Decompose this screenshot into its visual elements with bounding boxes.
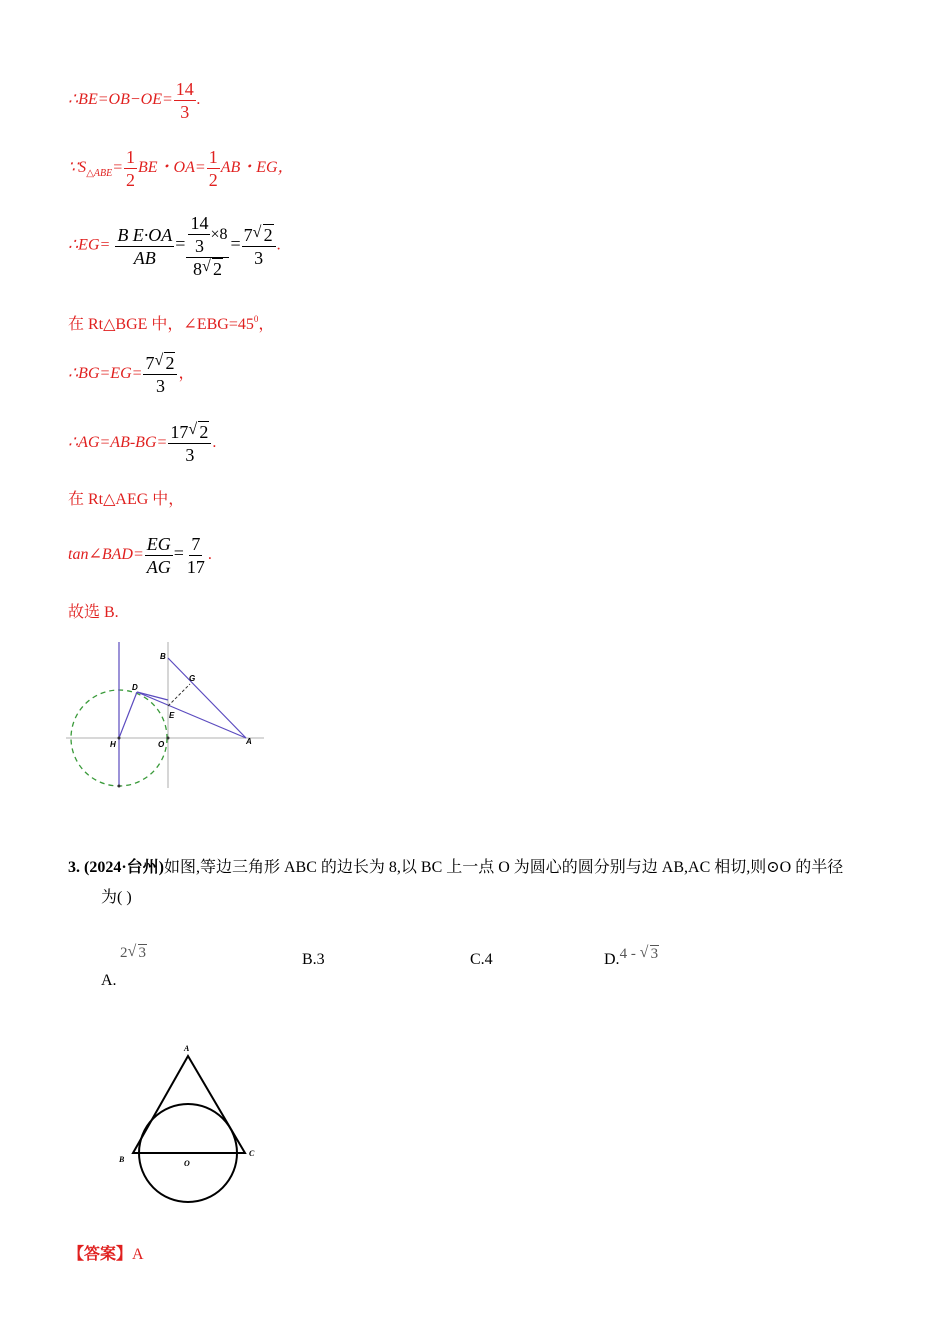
segment-ba [168, 658, 246, 738]
segment-da [137, 692, 246, 738]
figure-coordinate-diagram [66, 640, 266, 790]
answer-tag: 【答案】 [68, 1246, 133, 1263]
solution-line-area: $\because S_{\triangle ABE}=$ $\frac{1}{2}$ BE・OA= $\frac{1}{2}$ AB・EG， [68, 147, 294, 190]
question-3-line2 [101, 887, 132, 909]
solution-line-be: ∴BE=OB−OE= $\frac{14}{3}$ . [68, 79, 201, 122]
fraction-half-1: $\frac{1}{2}$ [126, 147, 135, 190]
fraction-be-oa-ab: $\frac{\text{B E·OA}}{AB}$ [117, 224, 173, 268]
question-blank: 为( ) [101, 889, 132, 906]
fraction-bg: 7 √ 2 3 [143, 352, 177, 397]
figure-triangle-circle [115, 1040, 265, 1210]
label-h: H [110, 740, 116, 749]
option-b[interactable]: B.3 [302, 951, 325, 968]
option-a-label[interactable]: A. [101, 972, 117, 989]
solution-line-rt-bge: 在 Rt△BGE 中，$\angle EBG=45^0$， [68, 314, 275, 333]
be-expression: ∴BE=OB−OE= [68, 91, 173, 109]
solution-conclusion [68, 603, 119, 623]
label-o: O [158, 740, 165, 749]
rt-bge-text: 在 Rt△BGE 中，∠EBG=45 [68, 316, 254, 333]
solution-line-rt-aeg [68, 490, 184, 510]
option-a-value: 2 √ 3 [120, 943, 146, 961]
label-g: G [189, 674, 196, 683]
label-a: A [184, 1044, 190, 1053]
area-symbol: ∵S [68, 159, 87, 177]
bg-prefix: ∴BG=EG= [68, 365, 143, 383]
fraction-ag: 17 √ 2 3 [168, 421, 211, 466]
solution-line-ag: ∴AG=AB-BG= 17 √ 2 3 . [68, 421, 217, 465]
eg-prefix: ∴EG= [68, 236, 111, 254]
ag-prefix: ∴AG=AB-BG= [68, 434, 168, 452]
rt-aeg-text: 在 Rt△AEG 中， [68, 491, 185, 508]
label-a: A [246, 737, 252, 746]
label-o: O [184, 1159, 190, 1168]
label-d: D [132, 683, 138, 692]
answer-value: A [132, 1246, 144, 1263]
question-text: 如图,等边三角形 ABC 的边长为 8,以 BC 上一点 O 为圆心的圆分别与边 AB,AC 相切,则⊙O 的半径 [164, 859, 844, 876]
option-d[interactable]: D.4 - √ 3 [604, 944, 659, 968]
tan-prefix: tan∠BAD= [68, 546, 144, 564]
fraction-eg-ag: $\frac{EG}{AG}$ [146, 534, 171, 577]
choose-b-text: 故选 B. [68, 604, 119, 621]
fraction-half-2: $\frac{1}{2}$ [208, 147, 218, 190]
fraction-7root2-3: 7 √ 2 3 [242, 224, 276, 269]
fraction-14-3: $\frac{14}{3}$ [175, 79, 194, 122]
answer-line [68, 1244, 144, 1266]
label-b: B [119, 1155, 125, 1164]
segment-eg [168, 684, 190, 706]
solution-line-eg: ∴EG= $\frac{\text{B E·OA}}{AB}$ = $\frac{14}{3}$ ×8 8 √ 2 = 7 √ 2 3 . [68, 213, 281, 279]
segment-hd [119, 692, 137, 738]
question-3-line1 [68, 857, 843, 879]
label-c: C [249, 1149, 255, 1158]
fraction-7-17: $\frac{7}{17}$ [186, 534, 205, 577]
option-c[interactable]: C.4 [470, 951, 493, 968]
label-b: B [160, 652, 166, 661]
solution-line-tan: tan∠BAD= $\frac{EG}{AG}$ = $\frac{7}{17}$ . [68, 534, 212, 577]
area-subscript: △ABE [86, 168, 113, 180]
question-number: 3. [68, 859, 80, 876]
question-source: (2024·台州) [84, 859, 164, 876]
label-e: E [169, 711, 175, 720]
fraction-compound: $\frac{14}{3}$ ×8 8 √ 2 [186, 212, 229, 280]
solution-line-bg: ∴BG=EG= 7 √ 2 3 ， [68, 352, 195, 396]
